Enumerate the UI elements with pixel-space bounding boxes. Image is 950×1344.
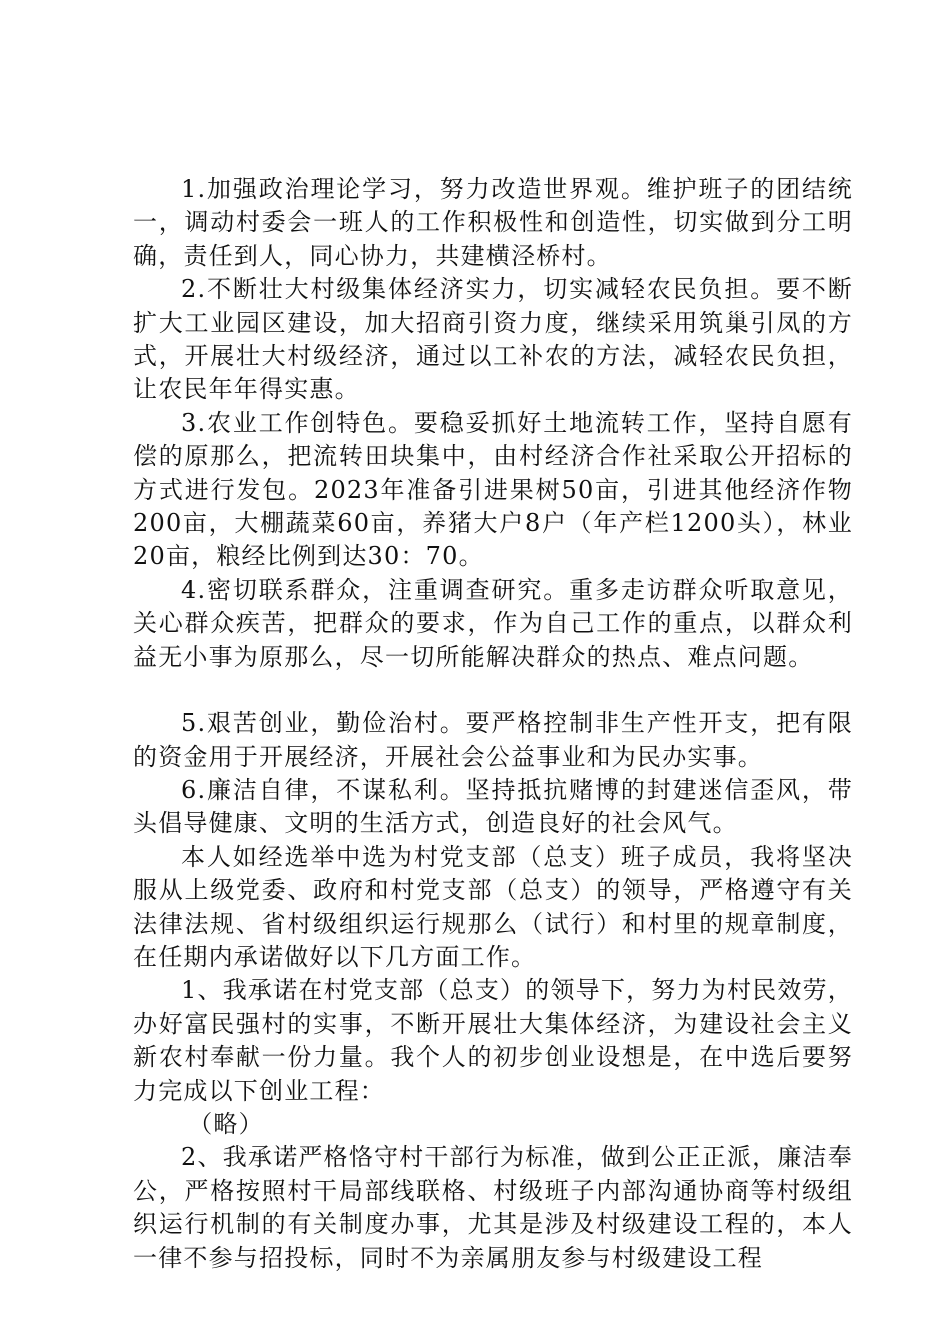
paragraph-1: 1.加强政治理论学习，努力改造世界观。维护班子的团结统一，调动村委会一班人的工作积极性和创造性，切实做到分工明确，责任到人，同心协力，共建横泾桥村。 (133, 175, 853, 270)
paragraph-2: 2.不断壮大村级集体经济实力，切实减轻农民负担。要不断扩大工业园区建设，加大招商引资力度，继续采用筑巢引凤的方式，开展壮大村级经济，通过以工补农的方法，减轻农民负担，让农民年年得实惠。 (133, 275, 853, 404)
paragraph-8: 1、我承诺在村党支部（总支）的领导下，努力为村民效劳，办好富民强村的实事，不断开展壮大集体经济，为建设社会主义新农村奉献一份力量。我个人的初步创业设想是，在中选后要努力完成以下创业工程： (133, 976, 853, 1105)
paragraph-7: 本人如经选举中选为村党支部（总支）班子成员，我将坚决服从上级党委、政府和村党支部（总支）的领导，严格遵守有关法律法规、省村级组织运行规那么（试行）和村里的规章制度，在任期内承诺做好以下几方面工作。 (133, 842, 853, 971)
paragraph-5: 5.艰苦创业，勤俭治村。要严格控制非生产性开支，把有限的资金用于开展经济，开展社会公益事业和为民办实事。 (133, 709, 853, 771)
paragraph-3: 3.农业工作创特色。要稳妥抓好土地流转工作，坚持自愿有偿的原那么，把流转田块集中，由村经济合作社采取公开招标的方式进行发包。2023年准备引进果树50亩，引进其他经济作物200亩，大棚蔬菜60亩，养猪大户8户（年产栏1200头），林业20亩，粮经比例到达30：70。 (133, 408, 853, 571)
paragraph-4: 4.密切联系群众，注重调查研究。重多走访群众听取意见，关心群众疾苦，把群众的要求，作为自己工作的重点，以群众利益无小事为原那么，尽一切所能解决群众的热点、难点问题。 (133, 575, 853, 671)
paragraph-omitted: （略） (188, 1109, 264, 1138)
paragraph-6: 6.廉洁自律，不谋私利。坚持抵抗赌博的封建迷信歪风，带头倡导健康、文明的生活方式，创造良好的社会风气。 (133, 775, 853, 838)
paragraph-9: 2、我承诺严格恪守村干部行为标准，做到公正正派，廉洁奉公，严格按照村干局部线联格、村级班子内部沟通协商等村级组织运行机制的有关制度办事，尤其是涉及村级建设工程的，本人一律不参与招投标，同时不为亲属朋友参与村级建设工程 (133, 1143, 853, 1272)
document-body (133, 173, 853, 1275)
